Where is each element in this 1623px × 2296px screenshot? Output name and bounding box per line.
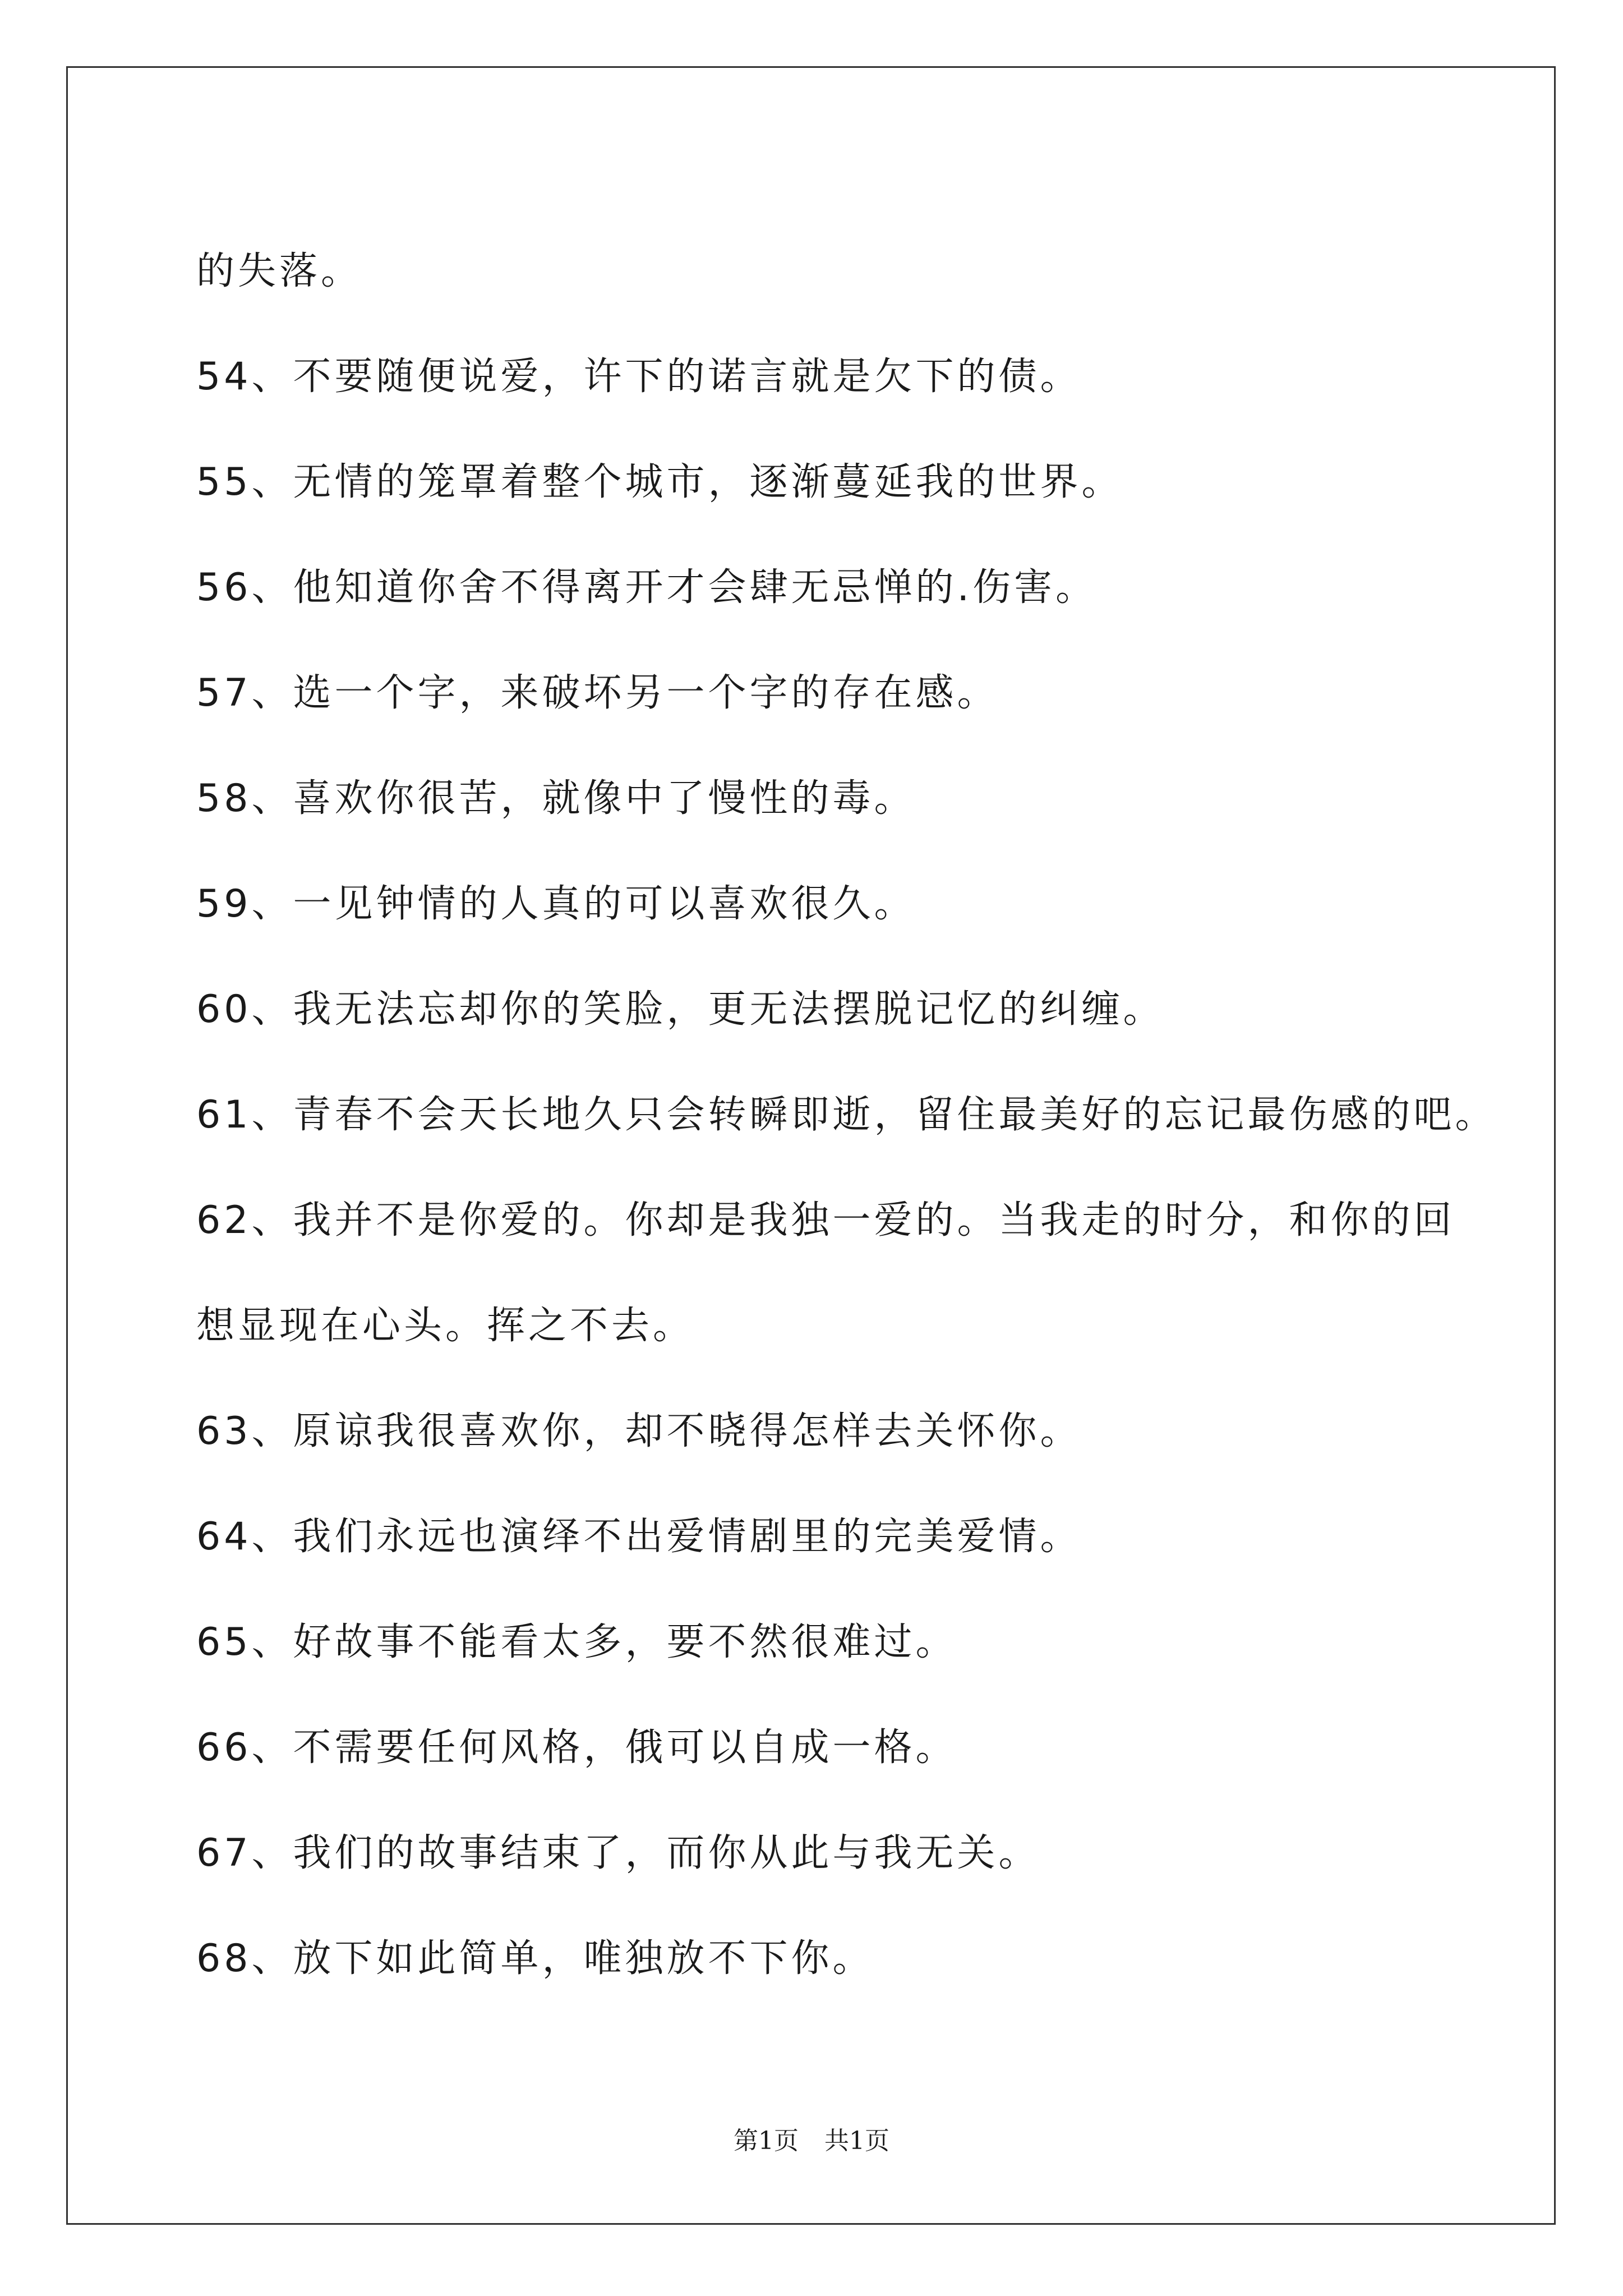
text-line: 59、一见钟情的人真的可以喜欢很久。: [196, 882, 916, 926]
text-line: 的失落。: [196, 249, 363, 293]
text-line: 想显现在心头。挥之不去。: [196, 1304, 695, 1348]
text-line: 58、喜欢你很苦，就像中了慢性的毒。: [196, 776, 916, 821]
text-line: 67、我们的故事结束了，而你从此与我无关。: [196, 1831, 1040, 1875]
text-line: 62、我并不是你爱的。你却是我独一爱的。当我走的时分，和你的回: [196, 1198, 1455, 1243]
text-line: 56、他知道你舍不得离开才会肆无忌惮的.伤害。: [196, 565, 1098, 610]
text-line: 55、无情的笼罩着整个城市，逐渐蔓延我的世界。: [196, 460, 1123, 504]
text-line: 60、我无法忘却你的笑脸，更无法摆脱记忆的纠缠。: [196, 987, 1165, 1032]
page-number-total: 共1页: [824, 2127, 889, 2155]
text-line: 57、选一个字，来破坏另一个字的存在感。: [196, 671, 999, 715]
text-line: 54、不要随便说爱，许下的诺言就是欠下的债。: [196, 355, 1082, 399]
text-line: 64、我们永远也演绎不出爱情剧里的完美爱情。: [196, 1515, 1082, 1559]
text-line: 66、不需要任何风格，俄可以自成一格。: [196, 1726, 957, 1770]
document-body: [196, 219, 1497, 2012]
text-line: 61、青春不会天长地久只会转瞬即逝，留住最美好的忘记最伤感的吧。: [196, 1093, 1497, 1137]
text-line: 63、原谅我很喜欢你，却不晓得怎样去关怀你。: [196, 1409, 1082, 1453]
text-line: 68、放下如此简单，唯独放不下你。: [196, 1936, 874, 1981]
text-line: 65、好故事不能看太多，要不然很难过。: [196, 1620, 957, 1664]
page-footer: [0, 2120, 1623, 2156]
page-number-current: 第1页: [734, 2127, 799, 2155]
